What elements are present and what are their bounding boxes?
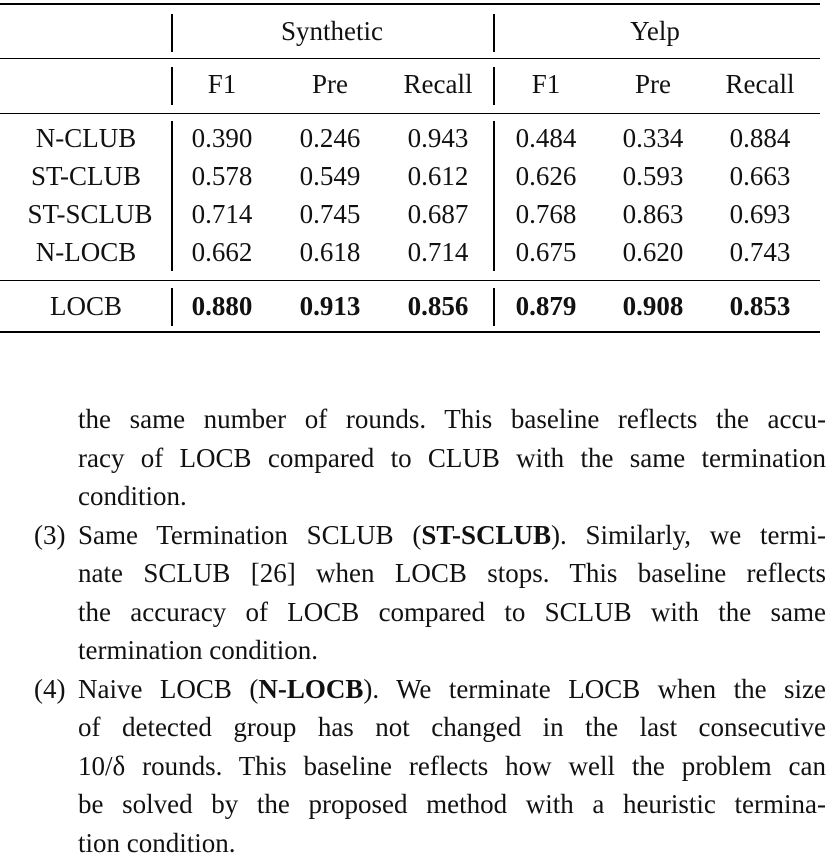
column-header: F1 — [532, 67, 561, 101]
text-segment: ). Similarly, we termi- — [551, 520, 826, 550]
table-cell: 0.693 — [730, 197, 791, 231]
text-line: termination condition. — [78, 631, 826, 670]
header-mid-rule — [0, 58, 820, 59]
table-cell: 0.246 — [300, 121, 361, 155]
locb-top-rule — [0, 280, 820, 281]
table-top-rule — [0, 3, 820, 5]
row-label: ST-SCLUB — [27, 197, 152, 231]
group-header-synthetic: Synthetic — [281, 14, 383, 48]
table-cell: 0.687 — [408, 197, 469, 231]
table-cell: 0.768 — [516, 197, 577, 231]
table-cell: 0.334 — [623, 121, 684, 155]
table-cell: 0.943 — [408, 121, 469, 155]
table-cell: 0.626 — [516, 159, 577, 193]
table-cell: 0.745 — [300, 197, 361, 231]
text-line: condition. — [78, 477, 826, 516]
list-item-4 — [78, 670, 826, 862]
paragraph-continuation — [78, 400, 826, 516]
table-cell: 0.743 — [730, 235, 791, 269]
column-header: Pre — [635, 67, 671, 101]
table-bottom-rule — [0, 331, 820, 333]
vertical-divider — [493, 14, 495, 52]
text-line: the accuracy of LOCB compared to SCLUB with the same — [78, 593, 826, 632]
text-line: nate SCLUB [26] when LOCB stops. This baseline reflects — [78, 554, 826, 593]
text-segment: Same Termination SCLUB ( — [78, 520, 421, 550]
group-header-yelp: Yelp — [630, 14, 680, 48]
vertical-divider — [171, 67, 173, 105]
list-number: (3) — [34, 516, 65, 555]
row-label: LOCB — [50, 289, 122, 323]
text-segment: ). We terminate LOCB when the size — [363, 674, 826, 704]
text-line: the same number of rounds. This baseline reflects the accu- — [78, 400, 826, 439]
table-cell-best: 0.879 — [516, 289, 577, 323]
vertical-divider — [171, 121, 173, 271]
text-line: of detected group has not changed in the last consecutive — [78, 708, 826, 747]
vertical-divider — [493, 288, 495, 326]
text-line — [78, 670, 826, 709]
table-cell: 0.662 — [192, 235, 253, 269]
table-cell: 0.863 — [623, 197, 684, 231]
vertical-divider — [493, 121, 495, 271]
table-cell-best: 0.913 — [300, 289, 361, 323]
vertical-divider — [493, 67, 495, 105]
list-number: (4) — [34, 670, 65, 709]
text-line: be solved by the proposed method with a heuristic termina- — [78, 785, 826, 824]
table-cell: 0.620 — [623, 235, 684, 269]
table-cell: 0.618 — [300, 235, 361, 269]
baseline-name: ST-SCLUB — [421, 520, 551, 550]
table-cell: 0.593 — [623, 159, 684, 193]
text-line: racy of LOCB compared to CLUB with the same termination — [78, 439, 826, 478]
table-cell: 0.549 — [300, 159, 361, 193]
column-header: Recall — [404, 67, 473, 101]
table-cell: 0.714 — [192, 197, 253, 231]
table-cell: 0.714 — [408, 235, 469, 269]
row-label: N-CLUB — [36, 121, 137, 155]
column-header: F1 — [208, 67, 237, 101]
table-cell-best: 0.908 — [623, 289, 684, 323]
baseline-name: N-LOCB — [258, 674, 363, 704]
column-header: Pre — [312, 67, 348, 101]
table-cell: 0.884 — [730, 121, 791, 155]
text-line — [78, 516, 826, 555]
table-cell: 0.663 — [730, 159, 791, 193]
table-cell: 0.612 — [408, 159, 469, 193]
vertical-divider — [171, 14, 173, 52]
table-cell-best: 0.853 — [730, 289, 791, 323]
table-cell: 0.390 — [192, 121, 253, 155]
table-cell-best: 0.856 — [408, 289, 469, 323]
table-cell: 0.484 — [516, 121, 577, 155]
text-line: tion condition. — [78, 824, 826, 862]
text-line: 10/δ rounds. This baseline reflects how well the problem can — [78, 747, 826, 786]
table-cell: 0.675 — [516, 235, 577, 269]
vertical-divider — [171, 288, 173, 326]
list-item-3 — [78, 516, 826, 670]
text-segment: Naive LOCB ( — [78, 674, 258, 704]
header-bottom-rule — [0, 113, 820, 114]
column-header: Recall — [726, 67, 795, 101]
row-label: N-LOCB — [36, 235, 137, 269]
table-cell: 0.578 — [192, 159, 253, 193]
row-label: ST-CLUB — [31, 159, 141, 193]
table-cell-best: 0.880 — [192, 289, 253, 323]
